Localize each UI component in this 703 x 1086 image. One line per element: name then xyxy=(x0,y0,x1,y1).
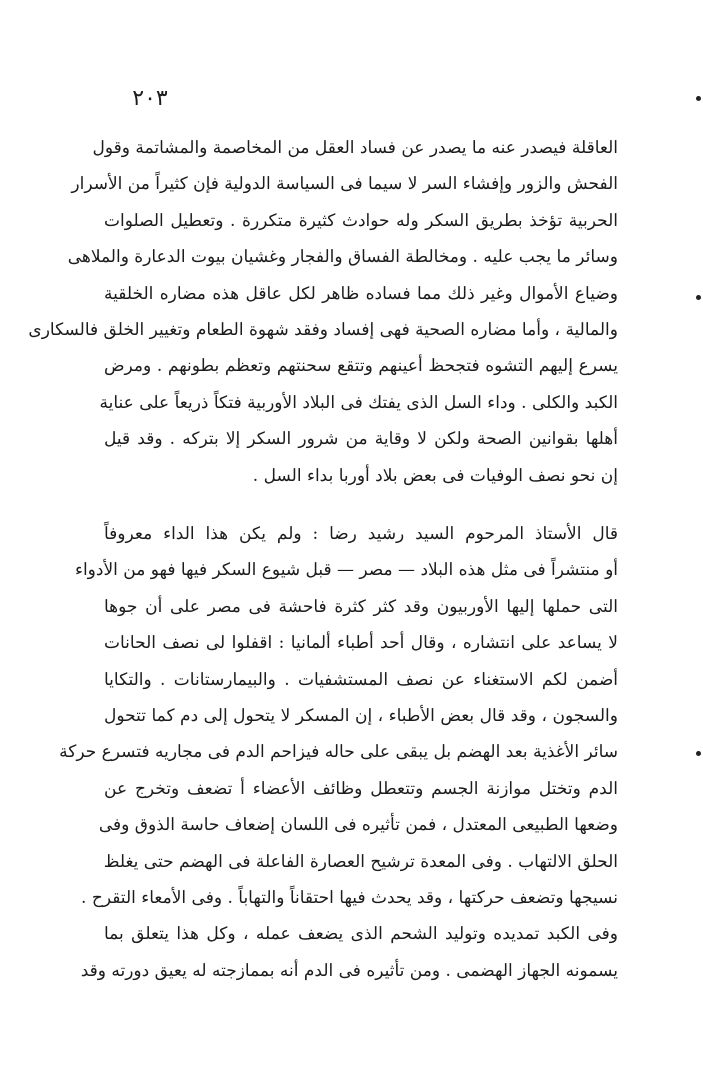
margin-mark xyxy=(696,96,701,101)
text-line: قال الأستاذ المرحوم السيد رشيد رضا : ولم يكن هذا الداء معروفاً xyxy=(104,524,618,544)
text-line: الكبد والكلى . وداء السل الذى يفتك فى البلاد الأوربية فتكاً ذريعاً على عناية xyxy=(99,392,618,413)
margin-mark xyxy=(696,751,701,756)
text-line: وسائر ما يجب عليه . ومخالطة الفساق والفجار وغشيان بيوت الدعارة والملاهى xyxy=(67,247,618,268)
text-line: أهلها بقوانين الصحة ولكن لا وقاية من شرور السكر إلا بتركه . وقد قيل xyxy=(104,429,618,450)
text-line: والسجون ، وقد قال بعض الأطباء ، إن المسكر لا يتحول إلى دم كما تتحول xyxy=(104,705,618,726)
text-line: أضمن لكم الاستغناء عن نصف المستشفيات . والبيمارستانات . والتكايا xyxy=(104,669,618,690)
text-line: نسيجها وتضعف حركتها ، وقد يحدث فيها احتقاناً والتهاباً . وفى الأمعاء التقرح . xyxy=(81,887,618,908)
text-line: الحلق الالتهاب . وفى المعدة ترشيح العصارة الفاعلة فى الهضم حتى يغلظ xyxy=(103,851,618,872)
text-line: التى حملها إليها الأوربيون وقد كثر كثرة فاحشة فى مصر على أن جوها xyxy=(104,596,618,617)
text-line: أو منتشراً فى مثل هذه البلاد — مصر — قبل شيوع السكر فيها فهو من الأدواء xyxy=(74,560,618,581)
text-line: والمالية ، وأما مضاره الصحية فهى إفساد وفقد شهوة الطعام وتغيير الخلق فالسكارى xyxy=(28,319,618,340)
paragraph xyxy=(28,130,618,494)
text-line: يسمونه الجهاز الهضمى . ومن تأثيره فى الدم أنه بممازجته له يعيق دورته وقد xyxy=(80,960,618,981)
text-line: لا يساعد على انتشاره ، وقال أحد أطباء ألمانيا : اقفلوا لى نصف الحانات xyxy=(104,633,618,654)
text-line: وفى الكبد تمديده وتوليد الشحم الذى يضعف عمله ، وكل هذا يتعلق بما xyxy=(104,924,618,945)
page-number: ٢٠٣ xyxy=(132,86,168,111)
text-line: إن نحو نصف الوفيات فى بعض بلاد أوربا بداء السل . xyxy=(252,465,618,486)
text-line: يسرع إليهم التشوه فتجحظ أعينهم وتتقع سحنتهم وتعظم بطونهم . ومرض xyxy=(104,356,618,377)
text-line: الدم وتختل موازنة الجسم وتتعطل وظائف الأعضاء أ تضعف وتخرج عن xyxy=(104,778,618,799)
text-line: وضياع الأموال وغير ذلك مما فساده ظاهر لكل عاقل هذه مضاره الخلقية xyxy=(104,283,618,304)
text-line: سائر الأغذية بعد الهضم بل يبقى على حاله فيزاحم الدم فى مجاريه فتسرع حركة xyxy=(59,742,618,763)
text-line: العاقلة فيصدر عنه ما يصدر عن فساد العقل من المخاصمة والمشاتمة وقول xyxy=(92,138,618,158)
text-line: وضعها الطبيعى المعتدل ، فمن تأثيره فى اللسان إضعاف حاسة الذوق وفى xyxy=(98,815,618,836)
margin-mark xyxy=(696,295,701,300)
paragraph xyxy=(59,516,618,989)
text-line: الفحش والزور وإفشاء السر لا سيما فى السياسة الدولية فإن كثيراً من الأسرار xyxy=(71,174,618,195)
text-line: الحربية تؤخذ بطريق السكر وله حوادث كثيرة متكررة . وتعطيل الصلوات xyxy=(104,210,618,231)
